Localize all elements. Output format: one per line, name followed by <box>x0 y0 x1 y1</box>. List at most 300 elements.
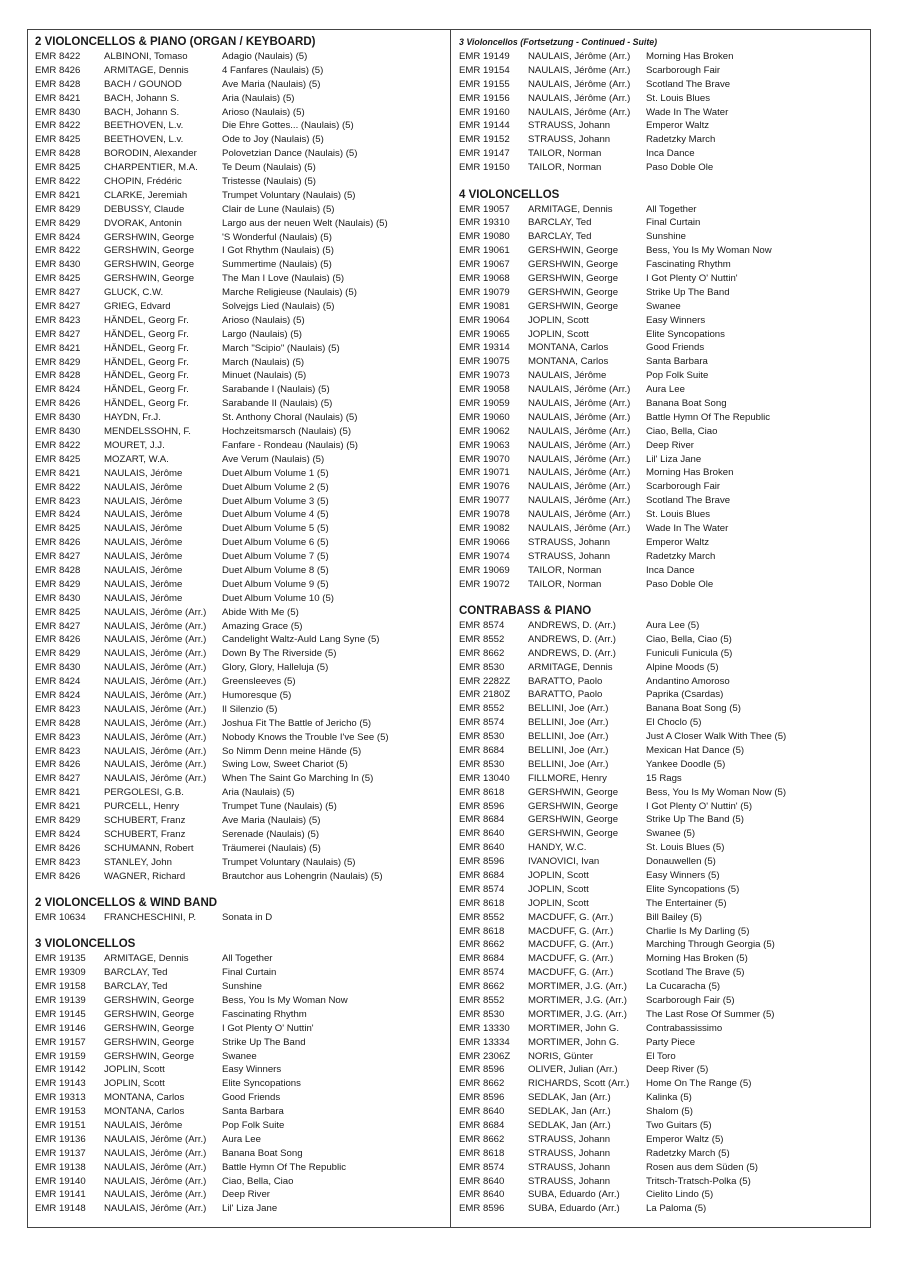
piece-title: La Cucaracha (5) <box>646 981 721 993</box>
composer: MORTIMER, J.G. (Arr.) <box>528 995 627 1006</box>
catalog-entry <box>35 1050 445 1064</box>
piece-title: Banana Boat Song <box>222 1147 303 1159</box>
piece-title: All Together <box>646 203 697 215</box>
piece-title: Charlie Is My Darling (5) <box>646 925 750 937</box>
catalog-number: EMR 8596 <box>459 856 505 868</box>
catalog-number: EMR 8428 <box>35 564 81 576</box>
composer: GERSHWIN, George <box>104 1008 195 1020</box>
composer: NAULAIS, Jérôme (Arr.) <box>104 717 207 729</box>
piece-title: Rosen aus dem Süden (5) <box>646 1161 758 1173</box>
catalog-entry <box>35 1063 445 1077</box>
piece-title: Pop Folk Suite <box>646 370 709 382</box>
piece-title: Shalom (5) <box>646 1106 693 1118</box>
catalog-entry <box>35 495 445 509</box>
catalog-number: EMR 19143 <box>35 1078 86 1090</box>
catalog-number: EMR 19152 <box>459 134 510 146</box>
piece-title: Summertime (Naulais) (5) <box>222 259 332 271</box>
piece-title: Glory, Glory, Halleluja (5) <box>222 662 329 674</box>
piece-title: Scotland The Brave (5) <box>646 967 745 979</box>
catalog-entry <box>459 300 867 314</box>
catalog-entry <box>459 286 867 300</box>
catalog-number: EMR 8423 <box>35 495 81 507</box>
piece-title: Inca Dance <box>646 564 695 576</box>
section-4-violoncellos <box>459 188 867 592</box>
composer: MACDUFF, G. (Arr.) <box>528 953 614 965</box>
piece-title: Ave Verum (Naulais) (5) <box>222 453 325 465</box>
catalog-entry <box>459 1008 867 1022</box>
composer: NAULAIS, Jérôme (Arr.) <box>528 523 631 534</box>
section-heading: 4 VIOLONCELLOS <box>459 188 560 201</box>
piece-title: Deep River <box>222 1189 270 1201</box>
composer: NAULAIS, Jérôme <box>104 551 183 563</box>
piece-title: Wade In The Water <box>646 523 729 534</box>
piece-title: 4 Fanfares (Naulais) (5) <box>222 64 324 76</box>
right-column <box>459 35 867 1229</box>
catalog-entry <box>459 911 867 925</box>
piece-title: Deep River <box>646 439 694 451</box>
catalog-entry <box>459 133 867 147</box>
composer: JOPLIN, Scott <box>528 328 589 340</box>
composer: BEETHOVEN, L.v. <box>104 120 184 132</box>
composer: NAULAIS, Jérôme (Arr.) <box>528 467 631 479</box>
piece-title: Serenade (Naulais) (5) <box>222 828 320 840</box>
composer: GERSHWIN, George <box>528 286 619 298</box>
composer: GERSHWIN, George <box>104 1050 195 1062</box>
catalog-entry <box>35 536 445 550</box>
catalog-entry <box>459 716 867 730</box>
catalog-entry <box>459 744 867 758</box>
composer: NAULAIS, Jérôme (Arr.) <box>528 509 631 521</box>
catalog-number: EMR 8428 <box>35 717 81 729</box>
column-divider <box>450 29 451 1228</box>
composer: ANDREWS, D. (Arr.) <box>528 633 616 645</box>
piece-title: Strike Up The Band <box>222 1036 306 1048</box>
piece-title: Duet Album Volume 10 (5) <box>222 592 334 604</box>
piece-title: Duet Album Volume 4 (5) <box>222 509 329 521</box>
composer: STRAUSS, Johann <box>528 120 611 132</box>
catalog-entry <box>459 508 867 522</box>
composer: BARCLAY, Ted <box>104 981 168 993</box>
catalog-entry <box>35 92 445 106</box>
composer: GERSHWIN, George <box>528 828 619 840</box>
composer: HÄNDEL, Georg Fr. <box>104 384 189 396</box>
catalog-entry <box>459 897 867 911</box>
catalog-entry <box>35 300 445 314</box>
piece-title: Abide With Me (5) <box>222 606 299 618</box>
composer: NAULAIS, Jérôme <box>104 523 183 535</box>
piece-title: Easy Winners <box>646 314 706 326</box>
catalog-number: EMR 19142 <box>35 1064 86 1076</box>
catalog-entry <box>459 78 867 92</box>
catalog-number: EMR 8423 <box>35 703 81 715</box>
piece-title: Mexican Hat Dance (5) <box>646 744 745 756</box>
piece-title: I Got Plenty O' Nuttin' <box>646 272 738 284</box>
composer: IVANOVICI, Ivan <box>528 856 600 868</box>
catalog-entry <box>459 578 867 592</box>
catalog-entry <box>459 675 867 689</box>
catalog-number: EMR 19157 <box>35 1036 86 1048</box>
piece-title: So Nimm Denn meine Hände (5) <box>222 745 362 757</box>
catalog-number: EMR 8430 <box>35 662 81 674</box>
catalog-number: EMR 8596 <box>459 1203 505 1215</box>
catalog-entry <box>35 78 445 92</box>
piece-title: Bess, You Is My Woman Now <box>646 245 772 257</box>
composer: ANDREWS, D. (Arr.) <box>528 619 616 631</box>
catalog-entry <box>35 842 445 856</box>
piece-title: El Choclo (5) <box>646 717 702 729</box>
catalog-entry <box>35 731 445 745</box>
catalog-number: EMR 19154 <box>459 64 510 76</box>
piece-title: Final Curtain <box>222 967 277 979</box>
catalog-number: EMR 8429 <box>35 203 81 215</box>
catalog-entry <box>35 911 445 925</box>
catalog-number: EMR 8618 <box>459 1147 505 1159</box>
catalog-entry <box>459 64 867 78</box>
piece-title: Inca Dance <box>646 148 695 160</box>
catalog-number: EMR 8426 <box>35 842 81 854</box>
piece-title: Polovetzian Dance (Naulais) (5) <box>222 148 358 160</box>
catalog-number: EMR 8596 <box>459 800 505 812</box>
piece-title: Clair de Lune (Naulais) (5) <box>222 203 335 215</box>
composer: NAULAIS, Jérôme (Arr.) <box>104 745 207 757</box>
piece-title: Sonata in D <box>222 911 273 923</box>
composer: NAULAIS, Jérôme (Arr.) <box>528 453 631 465</box>
catalog-number: EMR 13040 <box>459 772 510 784</box>
catalog-entry <box>35 203 445 217</box>
catalog-number: EMR 19309 <box>35 967 86 979</box>
piece-title: Trumpet Voluntary (Naulais) (5) <box>222 189 356 201</box>
composer: JOPLIN, Scott <box>104 1078 165 1090</box>
catalog-entry <box>35 647 445 661</box>
catalog-number: EMR 8596 <box>459 1092 505 1104</box>
composer: SCHUBERT, Franz <box>104 814 186 826</box>
piece-title: All Together <box>222 953 273 965</box>
piece-title: Aura Lee (5) <box>646 619 700 631</box>
piece-title: Bill Bailey (5) <box>646 911 702 923</box>
catalog-entry <box>459 1175 867 1189</box>
catalog-number: EMR 19081 <box>459 300 510 312</box>
catalog-entry <box>35 286 445 300</box>
piece-title: Sarabande I (Naulais) (5) <box>222 384 330 396</box>
catalog-entry <box>459 550 867 564</box>
catalog-entry <box>459 161 867 175</box>
piece-title: When The Saint Go Marching In (5) <box>222 773 374 785</box>
catalog-number: EMR 8552 <box>459 703 505 715</box>
composer: ARMITAGE, Dennis <box>104 953 189 965</box>
composer: NAULAIS, Jérôme (Arr.) <box>104 662 207 674</box>
catalog-number: EMR 2282Z <box>459 675 511 687</box>
catalog-entry <box>35 258 445 272</box>
composer: GERSHWIN, George <box>104 231 195 243</box>
composer: MACDUFF, G. (Arr.) <box>528 925 614 937</box>
piece-title: Home On The Range (5) <box>646 1078 752 1090</box>
catalog-number: EMR 8425 <box>35 606 81 618</box>
catalog-entry <box>35 1161 445 1175</box>
catalog-number: EMR 19148 <box>35 1203 86 1215</box>
composer: CHOPIN, Frédéric <box>104 176 182 188</box>
composer: NAULAIS, Jérôme (Arr.) <box>104 759 207 771</box>
catalog-entry <box>35 952 445 966</box>
catalog-entry <box>35 383 445 397</box>
catalog-number: EMR 19137 <box>35 1147 86 1159</box>
piece-title: Good Friends <box>222 1092 281 1104</box>
catalog-entry <box>459 772 867 786</box>
piece-title: Donauwellen (5) <box>646 856 716 868</box>
catalog-number: EMR 19144 <box>459 120 510 132</box>
composer: NORIS, Günter <box>528 1050 594 1062</box>
catalog-entry <box>35 564 445 578</box>
catalog-entry <box>35 1175 445 1189</box>
piece-title: Solvejgs Lied (Naulais) (5) <box>222 301 335 313</box>
catalog-entry <box>459 244 867 258</box>
piece-title: Strike Up The Band <box>646 286 730 298</box>
catalog-entry <box>459 453 867 467</box>
composer: BARCLAY, Ted <box>104 967 168 979</box>
piece-title: Down By The Riverside (5) <box>222 648 337 660</box>
piece-title: Duet Album Volume 5 (5) <box>222 523 329 535</box>
composer: ALBINONI, Tomaso <box>104 51 188 62</box>
section-3-violoncellos <box>35 937 445 1216</box>
composer: GERSHWIN, George <box>528 259 619 271</box>
composer: HÄNDEL, Georg Fr. <box>104 328 189 340</box>
piece-title: Tristesse (Naulais) (5) <box>222 176 316 188</box>
catalog-number: EMR 8422 <box>35 176 81 188</box>
composer: TAILOR, Norman <box>528 162 602 174</box>
composer: SEDLAK, Jan (Arr.) <box>528 1092 611 1104</box>
composer: NAULAIS, Jérôme (Arr.) <box>104 634 207 646</box>
composer: ARMITAGE, Dennis <box>104 64 189 76</box>
catalog-entry <box>459 383 867 397</box>
piece-title: Banana Boat Song (5) <box>646 703 741 715</box>
composer: NAULAIS, Jérôme <box>104 537 183 549</box>
catalog-entry <box>35 592 445 606</box>
catalog-entry <box>459 786 867 800</box>
composer: NAULAIS, Jérôme <box>104 564 183 576</box>
catalog-entry <box>459 397 867 411</box>
catalog-number: EMR 2180Z <box>459 689 511 701</box>
catalog-entry <box>459 1105 867 1119</box>
catalog-number: EMR 19159 <box>35 1050 86 1062</box>
catalog-number: EMR 8424 <box>35 689 81 701</box>
catalog-entry <box>35 1188 445 1202</box>
catalog-entry <box>35 745 445 759</box>
composer: BELLINI, Joe (Arr.) <box>528 744 609 756</box>
catalog-entry <box>459 1022 867 1036</box>
composer: HÄNDEL, Georg Fr. <box>104 370 189 382</box>
catalog-entry <box>35 133 445 147</box>
catalog-entry <box>459 92 867 106</box>
composer: PURCELL, Henry <box>104 801 180 813</box>
composer: MACDUFF, G. (Arr.) <box>528 939 614 951</box>
composer: GERSHWIN, George <box>104 1022 195 1034</box>
composer: GERSHWIN, George <box>528 245 619 257</box>
piece-title: St. Anthony Choral (Naulais) (5) <box>222 412 358 424</box>
piece-title: Fanfare - Rondeau (Naulais) (5) <box>222 439 358 451</box>
composer: BARCLAY, Ted <box>528 231 592 243</box>
piece-title: Brautchor aus Lohengrin (Naulais) (5) <box>222 870 383 882</box>
catalog-entry <box>35 439 445 453</box>
piece-title: Duet Album Volume 8 (5) <box>222 564 329 576</box>
catalog-number: EMR 8640 <box>459 828 505 840</box>
composer: NAULAIS, Jérôme (Arr.) <box>104 1189 207 1201</box>
section-2-violoncellos-wind-band <box>35 896 445 925</box>
piece-title: Elite Syncopations <box>222 1078 301 1090</box>
composer: MONTANA, Carlos <box>104 1092 185 1104</box>
catalog-entry <box>459 106 867 120</box>
piece-title: St. Louis Blues (5) <box>646 842 725 854</box>
catalog-number: EMR 8574 <box>459 1161 505 1173</box>
catalog-number: EMR 8427 <box>35 301 81 313</box>
catalog-entry <box>459 994 867 1008</box>
catalog-number: EMR 8427 <box>35 328 81 340</box>
catalog-number: EMR 19070 <box>459 453 510 465</box>
catalog-number: EMR 8662 <box>459 939 505 951</box>
catalog-number: EMR 8427 <box>35 773 81 785</box>
catalog-number: EMR 8574 <box>459 717 505 729</box>
catalog-entry <box>459 355 867 369</box>
piece-title: Marche Religieuse (Naulais) (5) <box>222 287 357 299</box>
composer: GERSHWIN, George <box>104 245 195 257</box>
piece-title: Final Curtain <box>646 217 701 229</box>
piece-title: Humoresque (5) <box>222 689 292 701</box>
catalog-entry <box>459 425 867 439</box>
composer: NAULAIS, Jérôme (Arr.) <box>528 397 631 409</box>
catalog-number: EMR 8426 <box>35 64 81 76</box>
catalog-number: EMR 8429 <box>35 217 81 229</box>
piece-title: El Toro <box>646 1050 676 1062</box>
catalog-number: EMR 8424 <box>35 509 81 521</box>
piece-title: Elite Syncopations <box>646 328 725 340</box>
catalog-number: EMR 19138 <box>35 1161 86 1173</box>
catalog-number: EMR 8422 <box>35 120 81 132</box>
catalog-number: EMR 8574 <box>459 619 505 631</box>
piece-title: Aria (Naulais) (5) <box>222 787 295 799</box>
piece-title: The Man I Love (Naulais) (5) <box>222 273 345 285</box>
composer: NAULAIS, Jérôme (Arr.) <box>104 1175 207 1187</box>
catalog-number: EMR 8422 <box>35 481 81 493</box>
piece-title: Fascinating Rhythm <box>646 259 731 271</box>
catalog-number: EMR 19136 <box>35 1133 86 1145</box>
catalog-number: EMR 8430 <box>35 592 81 604</box>
catalog-entry <box>459 938 867 952</box>
section-heading: 2 VIOLONCELLOS & PIANO (ORGAN / KEYBOARD) <box>35 36 316 48</box>
section-2-violoncellos-piano-organ-keyboard <box>35 35 445 883</box>
piece-title: Trumpet Voluntary (Naulais) (5) <box>222 856 356 868</box>
catalog-entry <box>459 466 867 480</box>
composer: NAULAIS, Jérôme <box>104 467 183 479</box>
catalog-entry <box>35 1091 445 1105</box>
catalog-entry <box>35 189 445 203</box>
catalog-entry <box>459 1091 867 1105</box>
catalog-entry <box>459 980 867 994</box>
piece-title: Largo aus der neuen Welt (Naulais) (5) <box>222 217 388 229</box>
piece-title: Ciao, Bella, Ciao (5) <box>646 633 732 645</box>
catalog-number: EMR 8425 <box>35 273 81 285</box>
piece-title: Wade In The Water <box>646 106 729 118</box>
piece-title: Aura Lee <box>646 384 685 396</box>
catalog-number: EMR 2306Z <box>459 1050 511 1062</box>
composer: TAILOR, Norman <box>528 148 602 160</box>
piece-title: Kalinka (5) <box>646 1092 692 1104</box>
composer: GRIEG, Edvard <box>104 301 171 313</box>
piece-title: Ode to Joy (Naulais) (5) <box>222 134 324 146</box>
catalog-number: EMR 8426 <box>35 634 81 646</box>
composer: MORTIMER, John G. <box>528 1022 619 1034</box>
piece-title: Pop Folk Suite <box>222 1120 285 1132</box>
composer: JOPLIN, Scott <box>528 897 589 909</box>
composer: MONTANA, Carlos <box>528 356 609 368</box>
piece-title: Die Ehre Gottes... (Naulais) (5) <box>222 120 354 132</box>
composer: STRAUSS, Johann <box>528 1161 611 1173</box>
piece-title: La Paloma (5) <box>646 1203 707 1215</box>
piece-title: March (Naulais) (5) <box>222 356 305 368</box>
catalog-entry <box>35 1077 445 1091</box>
catalog-number: EMR 19141 <box>35 1189 86 1201</box>
piece-title: Radetzky March (5) <box>646 1147 730 1159</box>
catalog-entry <box>459 925 867 939</box>
catalog-entry <box>459 619 867 633</box>
catalog-entry <box>35 1008 445 1022</box>
composer: OLIVER, Julian (Arr.) <box>528 1064 618 1076</box>
catalog-entry <box>459 230 867 244</box>
piece-title: Scotland The Brave <box>646 495 731 507</box>
catalog-number: EMR 19140 <box>35 1175 86 1187</box>
catalog-number: EMR 8662 <box>459 981 505 993</box>
section-heading: 3 Violoncellos (Fortsetzung - Continued - Suite) <box>459 37 658 47</box>
piece-title: Swanee <box>646 300 681 312</box>
catalog-entry <box>35 453 445 467</box>
piece-title: Te Deum (Naulais) (5) <box>222 162 316 174</box>
piece-title: Paso Doble Ole <box>646 162 714 174</box>
piece-title: 'S Wonderful (Naulais) (5) <box>222 231 332 243</box>
catalog-number: EMR 19077 <box>459 495 510 507</box>
piece-title: Santa Barbara <box>222 1106 284 1118</box>
composer: NAULAIS, Jérôme <box>104 1120 183 1132</box>
catalog-number: EMR 19078 <box>459 509 510 521</box>
catalog-entry <box>35 870 445 884</box>
catalog-entry <box>459 841 867 855</box>
catalog-entry <box>459 439 867 453</box>
composer: DEBUSSY, Claude <box>104 203 185 215</box>
catalog-number: EMR 8421 <box>35 342 81 354</box>
composer: ARMITAGE, Dennis <box>528 203 613 215</box>
piece-title: Battle Hymn Of The Republic <box>222 1161 347 1173</box>
composer: ARMITAGE, Dennis <box>528 661 613 673</box>
composer: BARCLAY, Ted <box>528 217 592 229</box>
catalog-entry <box>35 244 445 258</box>
catalog-number: EMR 8684 <box>459 744 505 756</box>
composer: NAULAIS, Jérôme (Arr.) <box>528 106 631 118</box>
piece-title: Just A Closer Walk With Thee (5) <box>646 731 787 743</box>
catalog-entry <box>35 342 445 356</box>
composer: BELLINI, Joe (Arr.) <box>528 731 609 743</box>
composer: NAULAIS, Jérôme (Arr.) <box>104 648 207 660</box>
catalog-entry <box>35 217 445 231</box>
catalog-number: EMR 19064 <box>459 314 510 326</box>
catalog-number: EMR 19072 <box>459 578 510 590</box>
composer: NAULAIS, Jérôme (Arr.) <box>104 1147 207 1159</box>
composer: HÄNDEL, Georg Fr. <box>104 398 189 410</box>
catalog-entry <box>459 522 867 536</box>
piece-title: Emperor Waltz <box>646 120 710 132</box>
catalog-entry <box>35 980 445 994</box>
composer: STRAUSS, Johann <box>528 1175 611 1187</box>
catalog-entry <box>459 869 867 883</box>
catalog-entry <box>459 855 867 869</box>
composer: GERSHWIN, George <box>528 786 619 798</box>
piece-title: Scarborough Fair <box>646 64 721 76</box>
piece-title: Sunshine <box>222 981 263 993</box>
